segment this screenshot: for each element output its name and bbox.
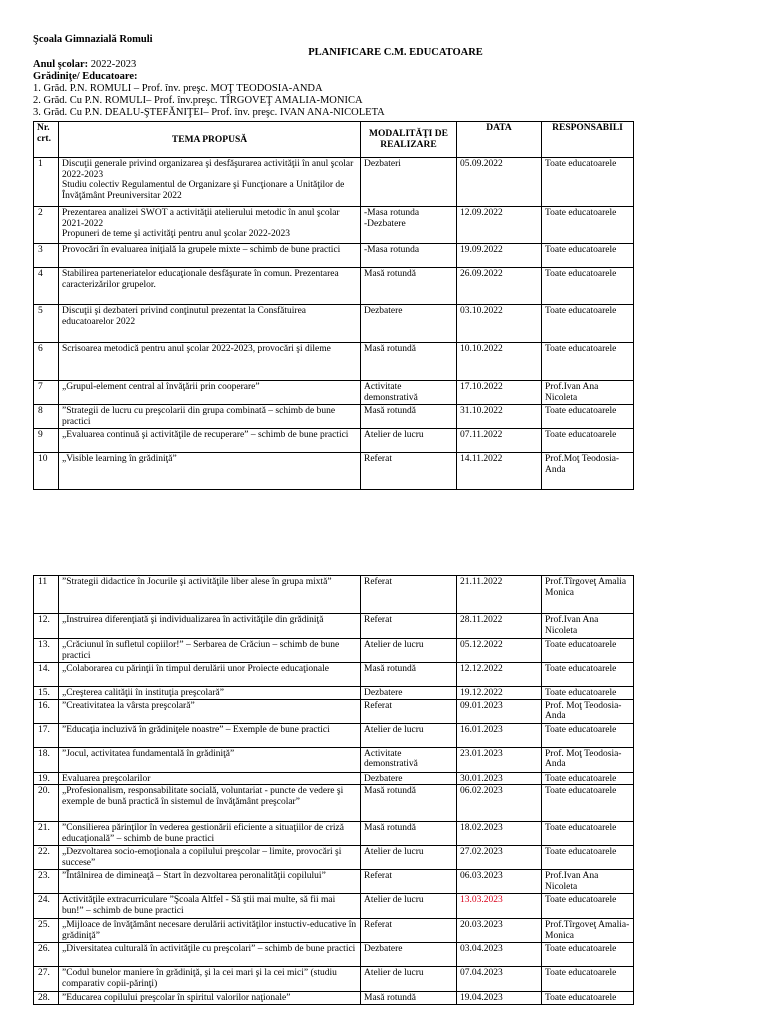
date-cell: 30.01.2023 [457,772,542,785]
table-row [34,943,634,967]
responsible-cell: Prof.Ivan Ana Nicoleta [542,614,634,639]
topic-cell: ”Jocul, activitatea fundamentală în grădiniţă” [59,747,361,772]
table-row [34,158,634,207]
date-cell: 20.03.2023 [457,919,542,943]
responsible-cell: Toate educatoarele [542,894,634,919]
row-number-cell: 16. [34,699,59,723]
responsible-cell: Toate educatoarele [542,967,634,992]
responsible-cell: Toate educatoarele [542,846,634,870]
row-number-cell: 1 [34,158,59,207]
table-row [34,846,634,870]
method-cell: Atelier de lucru [361,429,457,453]
method-cell: Dezbatere [361,772,457,785]
table-row [34,772,634,785]
row-number-cell: 15. [34,687,59,700]
topic-cell: ”Creativitatea la vârsta preşcolară” [59,699,361,723]
date-cell: 27.02.2023 [457,846,542,870]
table-row [34,699,634,723]
school-year-value: 2022-2023 [90,59,137,70]
topic-cell: ”Educaţia incluzivă în grădiniţele noastre” – Exemple de bune practici [59,723,361,747]
table-row [34,614,634,639]
date-cell: 31.10.2022 [457,405,542,429]
method-cell: Masă rotundă [361,268,457,305]
row-number-cell: 25. [34,919,59,943]
table-row [34,268,634,305]
date-cell: 17.10.2022 [457,381,542,405]
row-number-cell: 11 [34,576,59,614]
date-cell: 10.10.2022 [457,343,542,381]
table-body-part-1 [34,158,634,490]
header-tema: TEMA PROPUSĂ [59,122,361,158]
table-row [34,919,634,943]
table-row [34,967,634,992]
row-number-cell: 3 [34,244,59,268]
date-cell: 19.04.2023 [457,992,542,1005]
date-cell: 05.12.2022 [457,639,542,663]
date-cell: 19.12.2022 [457,687,542,700]
topic-cell: ”Codul bunelor maniere în grădiniţă, şi la cei mari şi la cei mici” (studiu comparativ copii-părinţi) [59,967,361,992]
topic-cell: Activităţile extracurriculare ”Şcoala Altfel - Să ştii mai multe, să fii mai bun!” – schimb de bune practici [59,894,361,919]
topic-cell: Provocări în evaluarea iniţială la grupele mixte – schimb de bune practici [59,244,361,268]
responsible-cell: Prof.Tîrgoveţ Amalia-Monica [542,919,634,943]
responsible-cell: Prof.Ivan Ana Nicoleta [542,870,634,894]
responsible-cell: Toate educatoarele [542,663,634,687]
responsible-cell: Toate educatoarele [542,785,634,822]
topic-cell: „Evaluarea continuă şi activităţile de recuperare” – schimb de bune practici [59,429,361,453]
row-number-cell: 26. [34,943,59,967]
topic-cell: Discuţii şi dezbateri privind conţinutul prezentat la Consfătuirea educatoarelor 2022 [59,305,361,343]
method-cell: Atelier de lucru [361,723,457,747]
row-number-cell: 28. [34,992,59,1005]
topic-cell: Scrisoarea metodică pentru anul şcolar 2022-2023, provocări şi dileme [59,343,361,381]
responsible-cell: Toate educatoarele [542,639,634,663]
responsible-cell: Toate educatoarele [542,158,634,207]
responsible-cell: Toate educatoarele [542,992,634,1005]
topic-cell: Prezentarea analizei SWOT a activităţii atelierului metodic în anul şcolar 2021-2022 Propuneri de teme şi activităţi pentru anul şcolar 2022-2023 [59,207,361,244]
table-row [34,453,634,490]
date-cell: 07.04.2023 [457,967,542,992]
topic-cell: „Profesionalism, responsabilitate socială, voluntariat - puncte de vedere şi exemple de bună practică în sistemul de învăţământ preşcolar” [59,785,361,822]
table-row [34,244,634,268]
responsible-cell: Toate educatoarele [542,343,634,381]
table-row [34,723,634,747]
method-cell: Referat [361,699,457,723]
method-cell: Activitate demonstrativă [361,381,457,405]
date-cell: 03.10.2022 [457,305,542,343]
responsible-cell: Toate educatoarele [542,405,634,429]
table-row [34,576,634,614]
method-cell: Referat [361,614,457,639]
school-year-label: Anul şcolar: [33,59,89,70]
school-name: Şcoala Gimnazială Romuli [33,34,153,45]
method-cell: Masă rotundă [361,822,457,846]
responsible-cell: Toate educatoarele [542,687,634,700]
table-row [34,992,634,1005]
document-title: PLANIFICARE C.M. EDUCATOARE [308,47,483,58]
row-number-cell: 19. [34,772,59,785]
table-row [34,687,634,700]
responsible-cell: Toate educatoarele [542,822,634,846]
row-number-cell: 6 [34,343,59,381]
document-header [33,34,738,119]
row-number-cell: 18. [34,747,59,772]
responsible-cell: Toate educatoarele [542,305,634,343]
method-cell: Activitate demonstrativă [361,747,457,772]
date-cell: 21.11.2022 [457,576,542,614]
method-cell: Referat [361,576,457,614]
table-row [34,207,634,244]
responsible-cell: Prof. Moţ Teodosia-Anda [542,699,634,723]
topic-cell: ”Strategii didactice în Jocurile şi activităţile liber alese în grupa mixtă” [59,576,361,614]
date-cell: 12.09.2022 [457,207,542,244]
topic-cell: Discuţii generale privind organizarea şi desfăşurarea activităţii în anul şcolar 2022-2023 Studiu colectiv Regulamentul de Organizare şi Funcţionare a Unităţilor de Învăţământ Preuniversitar 2022 [59,158,361,207]
school-year-line [33,59,738,71]
method-cell: Dezbateri [361,158,457,207]
row-number-cell: 20. [34,785,59,822]
method-cell: Atelier de lucru [361,846,457,870]
method-cell: Referat [361,453,457,490]
method-cell: Masă rotundă [361,663,457,687]
topic-cell: „Mijloace de învăţământ necesare derulării activităţilor instuctiv-educative în grădiniţă” [59,919,361,943]
table-row [34,870,634,894]
responsible-cell: Toate educatoarele [542,207,634,244]
method-cell: Atelier de lucru [361,639,457,663]
header-modalitati: MODALITĂŢI DE REALIZARE [361,122,457,158]
row-number-cell: 24. [34,894,59,919]
row-number-cell: 17. [34,723,59,747]
topic-cell: „Dezvoltarea socio-emoţionala a copilului preşcolar – limite, provocări şi succese” [59,846,361,870]
table-row [34,639,634,663]
table-row [34,343,634,381]
row-number-cell: 12. [34,614,59,639]
responsible-cell: Toate educatoarele [542,429,634,453]
row-number-cell: 5 [34,305,59,343]
table-row [34,381,634,405]
date-cell: 26.09.2022 [457,268,542,305]
table-row [34,822,634,846]
header-nr: Nr. crt. [34,122,59,158]
date-cell: 03.04.2023 [457,943,542,967]
date-cell: 14.11.2022 [457,453,542,490]
method-cell: Masă rotundă [361,343,457,381]
responsible-cell: Toate educatoarele [542,268,634,305]
method-cell: Dezbatere [361,687,457,700]
topic-cell: ”Întâlnirea de dimineaţă – Start în dezvoltarea peronalităţii copilului” [59,870,361,894]
topic-cell: ”Strategii de lucru cu preşcolarii din grupa combinată – schimb de bune practici [59,405,361,429]
method-cell: -Masa rotunda [361,244,457,268]
topic-cell: „Diversitatea culturală în activităţile cu preşcolari” – schimb de bune practici [59,943,361,967]
kindergarten-line: 1. Grăd. P.N. ROMULI – Prof. înv. preşc. MOŢ TEODOSIA-ANDA [33,83,323,94]
date-cell: 16.01.2023 [457,723,542,747]
row-number-cell: 14. [34,663,59,687]
method-cell: Masă rotundă [361,992,457,1005]
method-cell: Referat [361,919,457,943]
topic-cell: ”Educarea copilului preşcolar în spiritul valorilor naţionale” [59,992,361,1005]
date-cell: 13.03.2023 [457,894,542,919]
responsible-cell: Toate educatoarele [542,723,634,747]
table-row [34,429,634,453]
row-number-cell: 13. [34,639,59,663]
table-body-part-2 [34,576,634,1005]
kindergarten-line: 2. Grăd. Cu P.N. ROMULI– Prof. înv.preşc. TÎRGOVEŢ AMALIA-MONICA [33,95,363,106]
responsible-cell: Toate educatoarele [542,943,634,967]
responsible-cell: Toate educatoarele [542,772,634,785]
header-data: DATA [457,122,542,158]
method-cell: Dezbatere [361,305,457,343]
method-cell: Atelier de lucru [361,894,457,919]
date-cell: 18.02.2023 [457,822,542,846]
row-number-cell: 9 [34,429,59,453]
responsible-cell: Prof.Moţ Teodosia-Anda [542,453,634,490]
method-cell: -Masa rotunda -Dezbatere [361,207,457,244]
method-cell: Atelier de lucru [361,967,457,992]
date-cell: 12.12.2022 [457,663,542,687]
topic-cell: ”Consilierea părinţilor în vederea gestionării eficiente a situaţiilor de criză educaţională” – schimb de bune practici [59,822,361,846]
topic-cell: Evaluarea preşcolarilor [59,772,361,785]
date-cell: 23.01.2023 [457,747,542,772]
planning-table-part-1 [33,121,634,490]
date-cell: 07.11.2022 [457,429,542,453]
method-cell: Dezbatere [361,943,457,967]
header-responsabili: RESPONSABILI [542,122,634,158]
planning-table-part-2 [33,575,634,1005]
row-number-cell: 10 [34,453,59,490]
table-row [34,405,634,429]
topic-cell: Stabilirea parteneriatelor educaţionale desfăşurate în comun. Prezentarea caracterizărilor grupelor. [59,268,361,305]
date-cell: 06.02.2023 [457,785,542,822]
table-row [34,305,634,343]
topic-cell: „Colaborarea cu părinţii în timpul derulării unor Proiecte educaţionale [59,663,361,687]
row-number-cell: 7 [34,381,59,405]
table-header-row [34,122,634,158]
table-row [34,894,634,919]
table-row [34,785,634,822]
row-number-cell: 8 [34,405,59,429]
kindergarten-line: 3. Grăd. Cu P.N. DEALU-ŞTEFĂNIŢEI– Prof. înv. preşc. IVAN ANA-NICOLETA [33,107,385,118]
date-cell: 19.09.2022 [457,244,542,268]
row-number-cell: 4 [34,268,59,305]
date-cell: 28.11.2022 [457,614,542,639]
topic-cell: „Creşterea calităţii în instituţia preşcolară” [59,687,361,700]
row-number-cell: 21. [34,822,59,846]
topic-cell: „Visible learning în grădiniţă” [59,453,361,490]
row-number-cell: 2 [34,207,59,244]
date-cell: 06.03.2023 [457,870,542,894]
row-number-cell: 27. [34,967,59,992]
topic-cell: „Instruirea diferenţiată şi individualizarea în activităţile din grădiniţă [59,614,361,639]
topic-cell: „Grupul-element central al învăţării prin cooperare” [59,381,361,405]
row-number-cell: 22. [34,846,59,870]
responsible-cell: Prof. Moţ Teodosia-Anda [542,747,634,772]
table-row [34,663,634,687]
date-cell: 09.01.2023 [457,699,542,723]
row-number-cell: 23. [34,870,59,894]
topic-cell: „Crăciunul în sufletul copiilor!” – Serbarea de Crăciun – schimb de bune practici [59,639,361,663]
table-row [34,747,634,772]
responsible-cell: Prof.Tîrgoveţ Amalia Monica [542,576,634,614]
method-cell: Referat [361,870,457,894]
responsible-cell: Toate educatoarele [542,244,634,268]
date-cell: 05.09.2022 [457,158,542,207]
method-cell: Masă rotundă [361,785,457,822]
kindergartens-label: Grădiniţe/ Educatoare: [33,71,138,82]
method-cell: Masă rotundă [361,405,457,429]
responsible-cell: Prof.Ivan Ana Nicoleta [542,381,634,405]
